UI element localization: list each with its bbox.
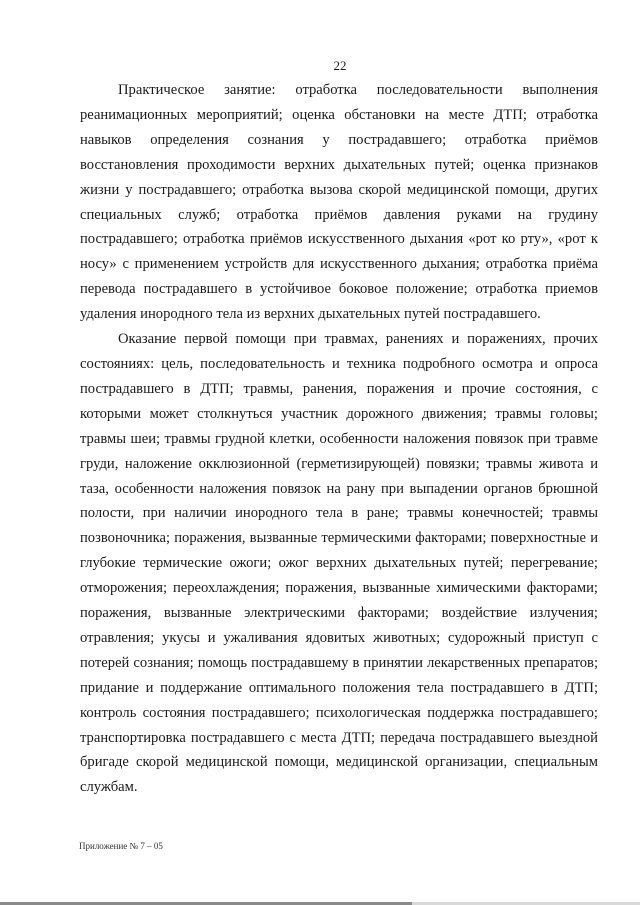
- paragraph-practical-session: Практическое занятие: отработка последовательности выполнения реанимационных мероприятий; оценка обстановки на месте ДТП; отработка навыков определения сознания у пострадавшего; отработка приёмов восстановления проходимости верхних дыхательных путей; оценка признаков жизни у пострадавшего; отработка вызова скорой медицинской помощи, других специальных служб; отработка приёмов давления руками на грудину пострадавшего; отработка приёмов искусственного дыхания «рот ко рту», «рот к носу» с применением устройств для искусственного дыхания; отработка приёма перевода пострадавшего в устойчивое боковое положение; отработка приемов удаления инородного тела из верхних дыхательных путей пострадавшего.: [80, 82, 598, 323]
- body-text: [80, 78, 598, 800]
- paragraph-first-aid-injuries: Оказание первой помощи при травмах, ранениях и поражениях, прочих состояниях: цель, последовательность и техника подробного осмотра и опроса пострадавшего в ДТП; травмы, ранения, поражения и прочие состояния, с которыми может столкнуться участник дорожного движения; травмы головы; травмы шеи; травмы грудной клетки, особенности наложения повязок при травме груди, наложение окклюзионной (герметизирующей) повязки; травмы живота и таза, особенности наложения повязок на рану при выпадении органов брюшной полости, при наличии инородного тела в ране; травмы конечностей; травмы позвоночника; поражения, вызванные термическими факторами; поверхностные и глубокие термические ожоги; ожог верхних дыхательных путей; перегревание; отморожения; переохлаждения; поражения, вызванные химическими факторами; поражения, вызванные электрическими факторами; воздействие излучения; отравления; укусы и ужаливания ядовитых животных; судорожный приступ с потерей сознания; помощь пострадавшему в принятии лекарственных препаратов; придание и поддержание оптимального положения тела пострадавшего в ДТП; контроль состояния пострадавшего; психологическая поддержка пострадавшего; транспортировка пострадавшего с места ДТП; передача пострадавшего выездной бригаде скорой медицинской помощи, медицинской организации, специальным службам.: [80, 331, 598, 796]
- footer-appendix-label: Приложение № 7 – 05: [79, 841, 163, 851]
- page-number: 22: [333, 58, 347, 73]
